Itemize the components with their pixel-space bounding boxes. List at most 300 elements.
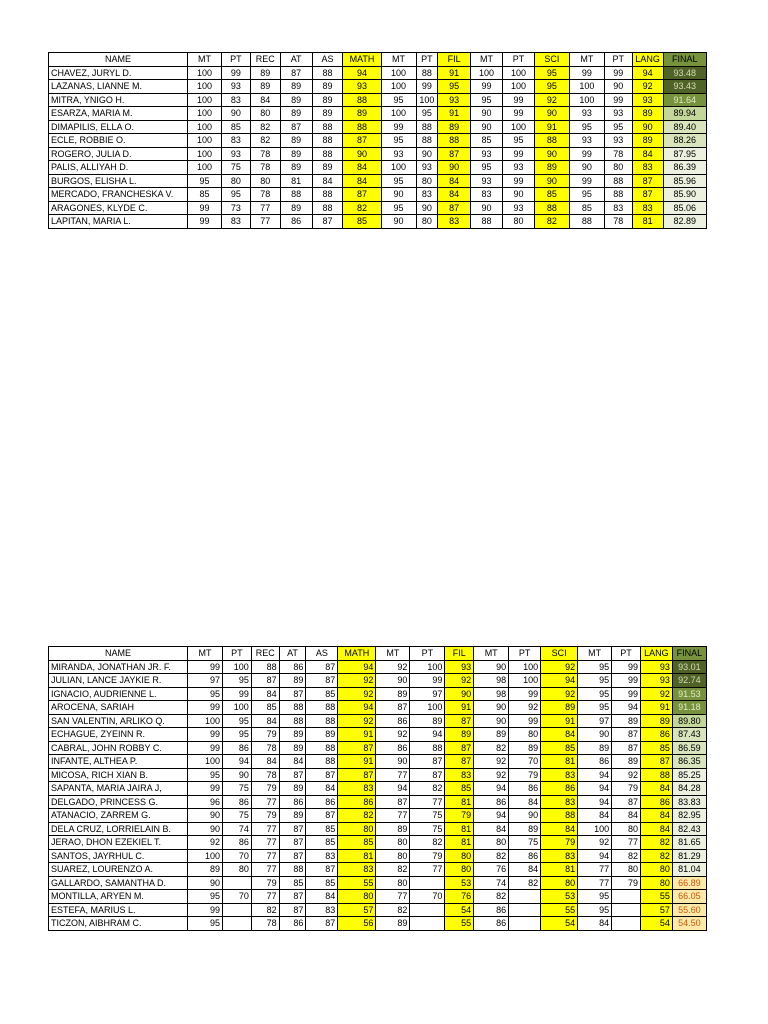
- grade-cell: 99: [188, 701, 223, 715]
- grade-cell: 90: [471, 120, 503, 134]
- grade-cell: [223, 903, 252, 917]
- final-grade-cell: 54.50: [672, 917, 706, 931]
- grade-cell: 81: [280, 174, 312, 188]
- grade-cell: 82: [474, 890, 509, 904]
- grade-cell: 86: [279, 795, 306, 809]
- grade-cell: 80: [640, 863, 672, 877]
- student-name-cell: PALIS, ALLIYAH D.: [49, 161, 188, 175]
- table-row: [49, 93, 707, 107]
- grade-cell: 84: [343, 174, 381, 188]
- grade-cell: 80: [503, 215, 535, 229]
- grade-cell: 99: [612, 674, 641, 688]
- grade-cell: 80: [376, 876, 410, 890]
- column-header-lang: LANG: [632, 53, 663, 67]
- grade-cell: 92: [632, 80, 663, 94]
- grade-cell: 95: [381, 93, 416, 107]
- grade-cell: 99: [188, 201, 222, 215]
- grade-cell: 95: [471, 161, 503, 175]
- grade-cell: 92: [338, 687, 376, 701]
- grade-cell: 78: [251, 768, 279, 782]
- grade-cell: 83: [221, 134, 250, 148]
- grade-cell: 89: [312, 93, 343, 107]
- grade-cell: 85: [471, 134, 503, 148]
- column-header-mt: MT: [474, 647, 509, 661]
- grade-cell: 95: [381, 201, 416, 215]
- grade-cell: 80: [612, 822, 641, 836]
- grade-cell: 99: [604, 66, 632, 80]
- column-header-name: NAME: [49, 53, 188, 67]
- grade-cell: 90: [534, 107, 569, 121]
- grade-cell: 95: [578, 890, 612, 904]
- grade-cell: 88: [312, 134, 343, 148]
- grade-cell: 86: [280, 215, 312, 229]
- grade-cell: 90: [381, 215, 416, 229]
- grade-cell: 54: [445, 903, 474, 917]
- grade-cell: [223, 917, 252, 931]
- grade-cell: 100: [188, 147, 222, 161]
- grade-cell: 80: [338, 822, 376, 836]
- grade-cell: 75: [221, 161, 250, 175]
- grade-cell: 89: [279, 728, 306, 742]
- grade-cell: 80: [640, 876, 672, 890]
- table-row: [49, 917, 707, 931]
- student-name-cell: ARAGONES, KLYDE C.: [49, 201, 188, 215]
- grade-cell: 95: [578, 687, 612, 701]
- header-row: [49, 53, 707, 67]
- table-body: [49, 660, 707, 930]
- grade-cell: 91: [438, 107, 471, 121]
- grade-cell: 70: [223, 890, 252, 904]
- grade-cell: 88: [312, 66, 343, 80]
- grade-cell: 85: [306, 876, 338, 890]
- grade-cell: 88: [541, 809, 578, 823]
- grade-cell: 88: [306, 701, 338, 715]
- grade-cell: 84: [306, 890, 338, 904]
- grade-cell: [410, 876, 445, 890]
- grade-cell: 84: [251, 714, 279, 728]
- grade-cell: 82: [250, 120, 280, 134]
- grade-cell: 82: [534, 215, 569, 229]
- grade-cell: 81: [445, 795, 474, 809]
- grade-cell: 100: [188, 714, 223, 728]
- grade-cell: 95: [223, 674, 252, 688]
- grade-cell: 100: [503, 120, 535, 134]
- grade-cell: 89: [438, 120, 471, 134]
- grade-cell: 88: [312, 120, 343, 134]
- grade-cell: 100: [503, 66, 535, 80]
- grade-cell: 91: [438, 66, 471, 80]
- grade-cell: 92: [474, 755, 509, 769]
- grade-cell: 87: [612, 741, 641, 755]
- grade-cell: 100: [188, 120, 222, 134]
- grade-cell: 99: [503, 107, 535, 121]
- grade-cell: 95: [188, 174, 222, 188]
- grade-cell: 100: [381, 66, 416, 80]
- grade-cell: 84: [509, 795, 541, 809]
- table-row: [49, 215, 707, 229]
- final-grade-cell: 87.43: [672, 728, 706, 742]
- student-name-cell: ATANACIO, ZARREM G.: [49, 809, 188, 823]
- grade-cell: 87: [438, 201, 471, 215]
- grade-cell: 99: [188, 215, 222, 229]
- grade-cell: 85: [534, 188, 569, 202]
- grade-cell: 90: [578, 728, 612, 742]
- grade-cell: 85: [279, 876, 306, 890]
- grade-cell: 100: [381, 107, 416, 121]
- grade-cell: 93: [381, 147, 416, 161]
- grade-cell: 90: [474, 701, 509, 715]
- grade-cell: 90: [445, 687, 474, 701]
- grade-cell: 84: [640, 809, 672, 823]
- table-row: [49, 728, 707, 742]
- grade-cell: 77: [410, 795, 445, 809]
- grade-cell: 91: [640, 701, 672, 715]
- column-header-mt: MT: [188, 647, 223, 661]
- grade-cell: 85: [445, 782, 474, 796]
- grade-cell: 56: [338, 917, 376, 931]
- final-grade-cell: 55.60: [672, 903, 706, 917]
- grade-cell: 94: [474, 782, 509, 796]
- student-name-cell: MONTILLA, ARYEN M.: [49, 890, 188, 904]
- final-grade-cell: 88.26: [663, 134, 706, 148]
- grade-cell: 89: [410, 714, 445, 728]
- grade-cell: 88: [416, 134, 438, 148]
- grade-cell: 53: [541, 890, 578, 904]
- grade-cell: 94: [578, 768, 612, 782]
- student-name-cell: DELGADO, PRINCESS G.: [49, 795, 188, 809]
- grade-cell: 89: [509, 741, 541, 755]
- grade-cell: 90: [376, 674, 410, 688]
- grade-cell: 95: [188, 890, 223, 904]
- grade-cell: 100: [188, 161, 222, 175]
- grade-cell: 89: [312, 80, 343, 94]
- grade-cell: 93: [471, 174, 503, 188]
- grade-cell: [223, 876, 252, 890]
- grade-cell: 100: [381, 161, 416, 175]
- grade-cell: 89: [280, 80, 312, 94]
- grade-cell: 87: [306, 674, 338, 688]
- grade-cell: 80: [509, 728, 541, 742]
- grade-cell: 85: [221, 120, 250, 134]
- grade-cell: 77: [612, 836, 641, 850]
- grade-cell: 77: [578, 863, 612, 877]
- grade-cell: 89: [280, 161, 312, 175]
- grade-cell: 85: [569, 201, 604, 215]
- grade-cell: 99: [612, 687, 641, 701]
- grade-cell: 80: [445, 863, 474, 877]
- grade-cell: 100: [188, 755, 223, 769]
- grade-cell: 87: [280, 120, 312, 134]
- column-header-pt: PT: [223, 647, 252, 661]
- grade-cell: 78: [250, 161, 280, 175]
- grade-cell: 89: [509, 822, 541, 836]
- grade-cell: 90: [188, 809, 223, 823]
- column-header-mt: MT: [381, 53, 416, 67]
- grade-cell: 89: [632, 134, 663, 148]
- grade-cell: 80: [376, 836, 410, 850]
- grade-cell: 89: [250, 80, 280, 94]
- grade-cell: 88: [343, 93, 381, 107]
- grade-cell: 88: [640, 768, 672, 782]
- grade-cell: 99: [188, 728, 223, 742]
- column-header-mt: MT: [376, 647, 410, 661]
- grade-cell: 88: [416, 66, 438, 80]
- grade-cell: 79: [251, 876, 279, 890]
- table-row: [49, 174, 707, 188]
- grade-cell: 83: [306, 849, 338, 863]
- grade-cell: 89: [250, 66, 280, 80]
- grade-cell: 94: [338, 701, 376, 715]
- grade-cell: 84: [612, 809, 641, 823]
- grade-cell: 99: [410, 674, 445, 688]
- grade-cell: 77: [251, 836, 279, 850]
- column-header-at: AT: [279, 647, 306, 661]
- student-name-cell: INFANTE, ALTHEA P.: [49, 755, 188, 769]
- grade-cell: 81: [632, 215, 663, 229]
- grade-cell: 87: [612, 728, 641, 742]
- grade-cell: 89: [280, 107, 312, 121]
- grade-cell: 100: [578, 822, 612, 836]
- grade-cell: 90: [381, 188, 416, 202]
- student-name-cell: JERAO, DHON EZEKIEL T.: [49, 836, 188, 850]
- grade-cell: 89: [280, 93, 312, 107]
- grade-cell: 93: [503, 201, 535, 215]
- grade-cell: 85: [343, 215, 381, 229]
- grade-cell: 80: [250, 174, 280, 188]
- grade-cell: 90: [474, 714, 509, 728]
- grade-cell: 91: [445, 701, 474, 715]
- grade-cell: 95: [534, 66, 569, 80]
- grade-cell: 88: [343, 120, 381, 134]
- grade-cell: 86: [306, 795, 338, 809]
- grade-cell: [509, 917, 541, 931]
- grade-cell: 88: [569, 215, 604, 229]
- grade-cell: 100: [410, 701, 445, 715]
- final-grade-cell: 85.96: [663, 174, 706, 188]
- grade-cell: 88: [604, 174, 632, 188]
- grade-cell: 99: [569, 174, 604, 188]
- grade-cell: 79: [612, 876, 641, 890]
- column-header-lang: LANG: [640, 647, 672, 661]
- grade-cell: 87: [612, 795, 641, 809]
- grade-cell: 75: [410, 809, 445, 823]
- grade-cell: 88: [279, 863, 306, 877]
- grade-cell: 83: [471, 188, 503, 202]
- grade-cell: 93: [503, 161, 535, 175]
- grade-cell: 80: [223, 863, 252, 877]
- grade-cell: 87: [279, 822, 306, 836]
- grade-cell: 90: [604, 80, 632, 94]
- final-grade-cell: 82.95: [672, 809, 706, 823]
- grade-cell: 82: [376, 863, 410, 877]
- final-grade-cell: 93.48: [663, 66, 706, 80]
- grade-cell: 85: [306, 687, 338, 701]
- grade-cell: 87: [632, 188, 663, 202]
- grade-cell: 99: [604, 93, 632, 107]
- grade-cell: 97: [578, 714, 612, 728]
- grade-cell: 92: [376, 728, 410, 742]
- grade-cell: 86: [541, 782, 578, 796]
- grade-cell: 84: [578, 917, 612, 931]
- grades-table-section-1: [48, 52, 707, 229]
- grade-cell: 93: [569, 107, 604, 121]
- grade-cell: 91: [338, 728, 376, 742]
- student-name-cell: SAPANTA, MARIA JAIRA J,: [49, 782, 188, 796]
- grade-cell: 81: [445, 822, 474, 836]
- table-body: [49, 66, 707, 228]
- student-name-cell: BURGOS, ELISHA L.: [49, 174, 188, 188]
- student-name-cell: IGNACIO, AUDRIENNE L.: [49, 687, 188, 701]
- final-grade-cell: 89.80: [672, 714, 706, 728]
- grade-cell: 99: [509, 714, 541, 728]
- final-grade-cell: 82.89: [663, 215, 706, 229]
- student-name-cell: ECHAGUE, ZYEINN R.: [49, 728, 188, 742]
- grade-cell: 90: [632, 120, 663, 134]
- grade-cell: 85: [306, 836, 338, 850]
- grade-cell: 88: [279, 701, 306, 715]
- table-row: [49, 822, 707, 836]
- grade-cell: 75: [223, 809, 252, 823]
- grade-cell: 89: [279, 741, 306, 755]
- grade-cell: 90: [188, 822, 223, 836]
- grade-cell: 90: [416, 201, 438, 215]
- grade-cell: 87: [410, 755, 445, 769]
- grade-cell: 97: [410, 687, 445, 701]
- grade-cell: 90: [534, 147, 569, 161]
- grade-cell: 84: [306, 782, 338, 796]
- final-grade-cell: 81.65: [672, 836, 706, 850]
- column-header-final: FINAL: [663, 53, 706, 67]
- table-row: [49, 687, 707, 701]
- grade-cell: 84: [474, 822, 509, 836]
- column-header-mt: MT: [569, 53, 604, 67]
- grade-cell: 73: [221, 201, 250, 215]
- grade-cell: 81: [338, 849, 376, 863]
- grades-table-section-2: [48, 646, 707, 931]
- grade-cell: 86: [279, 660, 306, 674]
- grade-cell: 79: [251, 728, 279, 742]
- final-grade-cell: 85.25: [672, 768, 706, 782]
- grade-cell: 78: [251, 917, 279, 931]
- column-header-at: AT: [280, 53, 312, 67]
- grade-cell: 89: [376, 822, 410, 836]
- grade-cell: 76: [474, 863, 509, 877]
- grade-cell: 83: [221, 93, 250, 107]
- grade-cell: 89: [612, 755, 641, 769]
- grade-cell: 81: [445, 836, 474, 850]
- grade-cell: 99: [188, 782, 223, 796]
- student-name-cell: MIRANDA, JONATHAN JR. F.: [49, 660, 188, 674]
- grade-cell: 90: [534, 174, 569, 188]
- grade-cell: 95: [381, 174, 416, 188]
- grade-cell: 90: [221, 107, 250, 121]
- grade-cell: 99: [221, 66, 250, 80]
- grade-cell: 100: [509, 660, 541, 674]
- grade-cell: [612, 890, 641, 904]
- final-grade-cell: 89.94: [663, 107, 706, 121]
- grade-cell: 83: [438, 215, 471, 229]
- grade-cell: 89: [534, 161, 569, 175]
- grade-cell: 93: [445, 660, 474, 674]
- grade-cell: 87: [306, 809, 338, 823]
- grade-cell: 85: [306, 822, 338, 836]
- grade-cell: 84: [509, 863, 541, 877]
- grade-cell: 88: [312, 188, 343, 202]
- grade-cell: 85: [640, 741, 672, 755]
- grade-cell: 80: [376, 849, 410, 863]
- table-row: [49, 188, 707, 202]
- grade-cell: 94: [541, 674, 578, 688]
- grade-cell: 82: [343, 201, 381, 215]
- grade-cell: 100: [188, 849, 223, 863]
- column-header-pt: PT: [509, 647, 541, 661]
- table-row: [49, 849, 707, 863]
- grade-cell: 84: [578, 809, 612, 823]
- grade-cell: 88: [306, 741, 338, 755]
- grade-cell: 80: [604, 161, 632, 175]
- grade-cell: 83: [445, 768, 474, 782]
- grade-cell: 77: [376, 809, 410, 823]
- grade-cell: 93: [221, 80, 250, 94]
- grade-cell: 53: [445, 876, 474, 890]
- grade-cell: 99: [509, 687, 541, 701]
- grade-cell: 98: [474, 674, 509, 688]
- grade-cell: 100: [223, 660, 252, 674]
- grade-cell: 70: [509, 755, 541, 769]
- grade-cell: 84: [640, 822, 672, 836]
- grade-cell: 88: [306, 714, 338, 728]
- grade-cell: 100: [381, 80, 416, 94]
- column-header-as: AS: [312, 53, 343, 67]
- table-row: [49, 890, 707, 904]
- grade-cell: 83: [604, 201, 632, 215]
- grade-cell: 90: [471, 201, 503, 215]
- grade-cell: 85: [338, 836, 376, 850]
- grade-cell: 90: [343, 147, 381, 161]
- grade-cell: 77: [250, 201, 280, 215]
- final-grade-cell: 66.89: [672, 876, 706, 890]
- grade-cell: 86: [578, 755, 612, 769]
- grade-cell: 95: [471, 93, 503, 107]
- grade-cell: 90: [509, 809, 541, 823]
- final-grade-cell: 84.28: [672, 782, 706, 796]
- student-name-cell: LAZANAS, LIANNE M.: [49, 80, 188, 94]
- grade-cell: 88: [438, 134, 471, 148]
- grade-cell: 90: [188, 876, 223, 890]
- grade-cell: 100: [509, 674, 541, 688]
- grade-cell: 54: [640, 917, 672, 931]
- final-grade-cell: 86.39: [663, 161, 706, 175]
- student-name-cell: ROGERO, JULIA D.: [49, 147, 188, 161]
- grade-cell: 79: [445, 809, 474, 823]
- grade-cell: 78: [251, 741, 279, 755]
- table-row: [49, 80, 707, 94]
- grade-cell: 100: [188, 93, 222, 107]
- grade-cell: 84: [438, 174, 471, 188]
- grade-cell: 90: [474, 660, 509, 674]
- grade-cell: 83: [632, 201, 663, 215]
- grade-cell: 89: [578, 741, 612, 755]
- grade-cell: 100: [188, 107, 222, 121]
- student-name-cell: SUAREZ, LOURENZO A.: [49, 863, 188, 877]
- grade-cell: 77: [578, 876, 612, 890]
- grade-cell: 89: [279, 674, 306, 688]
- grade-cell: 77: [250, 215, 280, 229]
- grade-cell: 99: [569, 147, 604, 161]
- grade-cell: 79: [251, 782, 279, 796]
- student-name-cell: MITRA, YNIGO H.: [49, 93, 188, 107]
- grade-cell: 93: [438, 93, 471, 107]
